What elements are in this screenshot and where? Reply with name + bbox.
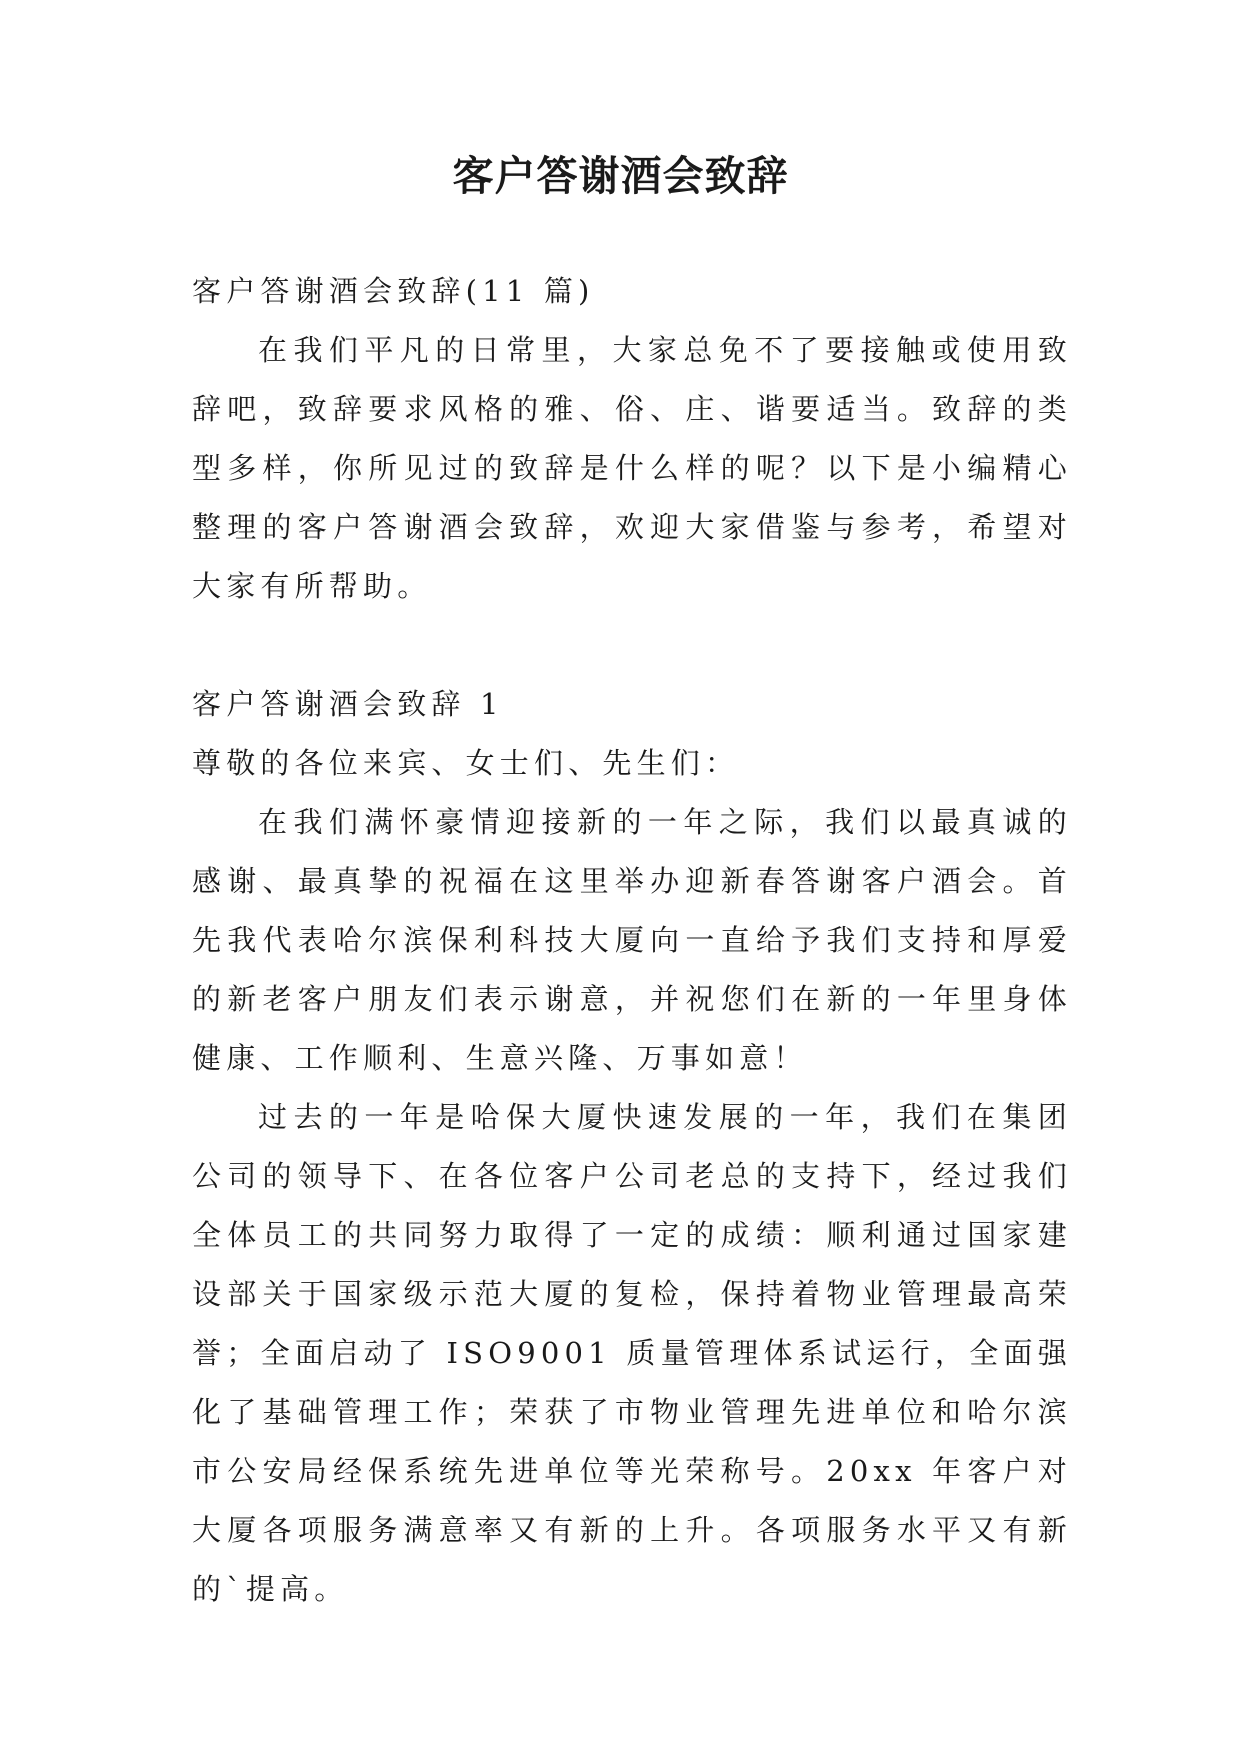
section-heading: 客户答谢酒会致辞 1 <box>192 687 504 721</box>
body-paragraph: 过去的一年是哈保大厦快速发展的一年，我们在集团公司的领导下、在各位客户公司老总的支持下，经过我们全体员工的共同努力取得了一定的成绩：顺利通过国家建设部关于国家级示范大厦的复检，保持着物业管理最高荣誉；全面启动了 ISO9001 质量管理体系试运行，全面强化了基础管理工作；荣获了市物业管理先进单位和哈尔滨市公安局经保系统先进单位等光荣称号。20xx 年客户对大厦各项服务满意率又有新的上升。各项服务水平又有新的`提高。 <box>192 1100 1072 1606</box>
body-paragraph: 在我们满怀豪情迎接新的一年之际，我们以最真诚的感谢、最真挚的祝福在这里举办迎新春答谢客户酒会。首先我代表哈尔滨保利科技大厦向一直给予我们支持和厚爱的新老客户朋友们表示谢意，并祝您们在新的一年里身体健康、工作顺利、生意兴隆、万事如意！ <box>192 805 1072 1075</box>
document-body <box>192 262 1072 1619</box>
intro-paragraph: 在我们平凡的日常里，大家总免不了要接触或使用致辞吧，致辞要求风格的雅、俗、庄、谐要适当。致辞的类型多样，你所见过的致辞是什么样的呢？以下是小编精心整理的客户答谢酒会致辞，欢迎大家借鉴与参考，希望对大家有所帮助。 <box>192 333 1072 603</box>
salutation: 尊敬的各位来宾、女士们、先生们： <box>192 746 740 780</box>
section-spacer <box>192 616 1072 675</box>
document-title: 客户答谢酒会致辞 <box>452 152 789 200</box>
document-subtitle: 客户答谢酒会致辞(11 篇) <box>192 274 595 308</box>
